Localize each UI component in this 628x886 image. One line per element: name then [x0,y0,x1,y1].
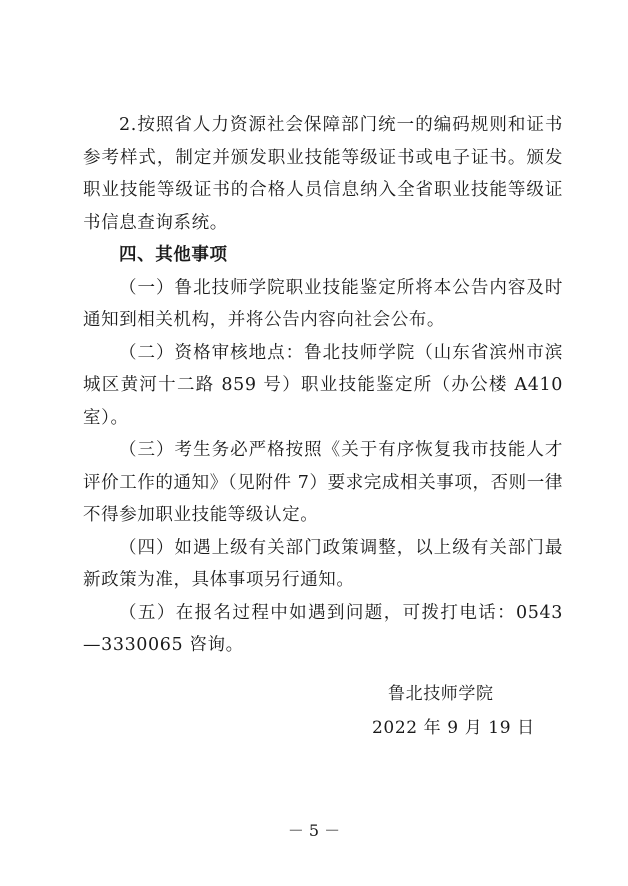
paragraph-certificate-issuance: 2.按照省人力资源社会保障部门统一的编码规则和证书参考样式，制定并颁发职业技能等级证书或电子证书。颁发职业技能等级证书的合格人员信息纳入全省职业技能等级证书信息查询系统。 [83,115,563,233]
paragraph-item-2: （二）资格审核地点：鲁北技师学院（山东省滨州市滨城区黄河十二路 859 号）职业技能鉴定所（办公楼 A410 室）。 [83,342,563,428]
paragraph-item-1: （一）鲁北技师学院职业技能鉴定所将本公告内容及时通知到相关机构，并将公告内容向社会公布。 [83,277,563,330]
document-body [83,109,563,662]
paragraph-item-4: （四）如遇上级有关部门政策调整，以上级有关部门最新政策为准，具体事项另行通知。 [83,537,563,590]
paragraph-item-5: （五）在报名过程中如遇到问题，可拨打电话：0543—3330065 咨询。 [83,602,563,655]
page-number: － 5 － [287,821,341,840]
paragraph-item-3: （三）考生务必严格按照《关于有序恢复我市技能人才评价工作的通知》（见附件 7）要求完成相关事项，否则一律不得参加职业技能等级认定。 [83,440,563,525]
section-heading-other-matters: 四、其他事项 [119,245,228,265]
signature-date: 2022 年 9 月 19 日 [372,718,535,738]
signature-organization: 鲁北技师学院 [388,684,494,704]
